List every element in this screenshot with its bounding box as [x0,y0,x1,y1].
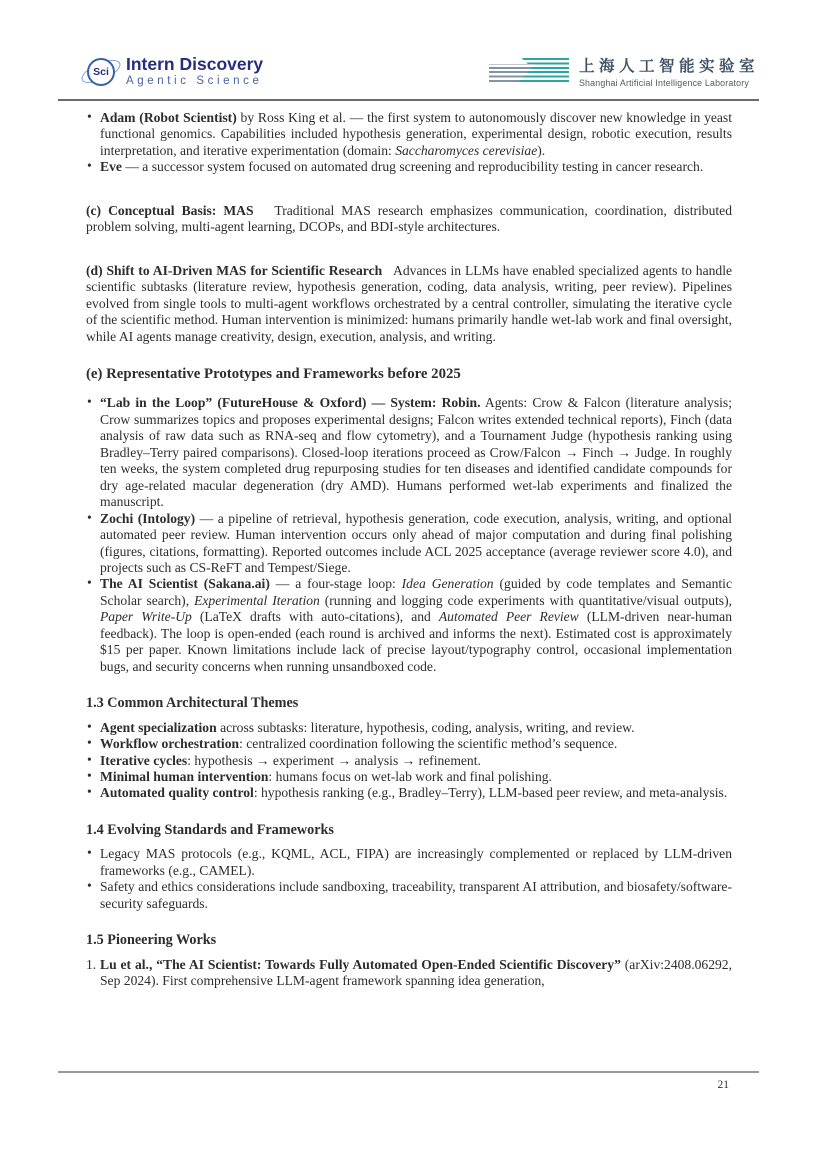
text-run: Agent specialization [100,719,217,735]
lab-stripes-icon [489,58,569,85]
text-run: Iterative cycles [100,752,188,768]
list-prototypes [86,395,732,675]
text-run: Experimental Iteration [194,592,320,608]
text-run: (running and logging code experiments with quantitative/visual outputs), [319,592,732,608]
text-run: Traditional MAS research emphasizes communication, coordination, distributed problem solving, multi-agent learning, DCOPs, and BDI-style architectures. [86,202,732,235]
text-run: Minimal human intervention [100,768,269,784]
text-run: Adam (Robot Scientist) [100,110,237,125]
text-run: Saccharomyces cerevisiae [395,142,538,158]
text-run: : centralized coordination following the scientific method’s sequence. [239,736,618,752]
text-run: Workflow orchestration [100,736,240,752]
intern-discovery-logo [84,54,263,89]
list-item [86,159,732,175]
list-item [86,720,732,736]
heading-e-prototypes: (e) Representative Prototypes and Frameworks before 2025 [86,365,461,382]
text-run: The AI Scientist (Sakana.ai) [100,576,270,592]
text-run: Agents: Crow & Falcon (literature analysis; Crow summarizes topics and proposes experimental designs; Falcon writes extended technical reports), Finch (data analysis of raw data such as RNA-seq and flow cytometry), and a Tournament Judge (hypothesis ranking using Bradley–Terry paired comparisons). Closed-loop iterations proceed as Crow/Falcon → Finch → Judge. In roughly ten weeks, the system completed drug repurposing studies for ten diseases and identified candidate compounds for dry age-related macular degeneration (dry AMD). Humans performed wet-lab experiments and finalized the manuscript. [100,395,732,510]
list-item [86,511,732,577]
lab-title-cn: 上海人工智能实验室 [578,58,759,75]
text-run: — a successor system focused on automated drug screening and reproducibility testing in cancer research. [121,159,704,175]
text-run: across subtasks: literature, hypothesis, coding, analysis, writing, and review. [216,719,635,735]
item-text [100,957,732,988]
text-run: by Ross King et al. — the first system to autonomously discover new knowledge in yeast functional genomics. Capabilities included hypothesis generation, experimental design, robotic execution, results interpretation, and iterative experimentation (domain: [100,110,732,158]
paragraph-d-shift-to-ai-mas [86,263,732,345]
header-divider [58,99,759,101]
heading-1-3-architectural-themes: 1.3 Common Architectural Themes [86,695,299,712]
footer-divider [58,1071,759,1091]
list-standards [86,846,732,912]
text-run: Safety and ethics considerations include sandboxing, traceability, transparent AI attribution, and biosafety/software-security safeguards. [100,879,732,911]
list-item [86,395,732,510]
text-run: (LLM-driven near-human feedback). The loop is open-ended (each round is archived and informs the next). Estimated cost is approximately $15 per paper. Known limitations include lack of precise layout/typography control, occasional implementation bugs, and security concerns when running unsandboxed code. [100,609,732,674]
page-header [58,48,759,94]
text-run: Paper Write-Up [100,609,192,625]
list-item [86,785,732,801]
text-run: Zochi (Intology) [100,510,196,526]
text-run: “Lab in the Loop” (FutureHouse & Oxford) — System: Robin. [100,395,481,411]
sci-badge: Sci [87,58,115,86]
text-run: (c) Conceptual Basis: MAS [86,202,254,218]
heading-1-5-pioneering-works: 1.5 Pioneering Works [86,932,217,949]
list-item [86,110,732,159]
page-number: 21 [717,1079,729,1091]
text-run: : hypothesis → experiment → analysis → refinement. [187,752,481,768]
list-robot-scientists [86,110,732,176]
document-body [86,110,732,989]
text-run: (LaTeX drafts with auto-citations), and [191,609,439,625]
shanghai-ai-lab-logo [489,54,759,88]
list-pioneering-works [86,957,732,990]
text-run: (d) Shift to AI-Driven MAS for Scientific Research [86,262,383,278]
text-run: Lu et al., “The AI Scientist: Towards Fully Automated Open-Ended Scientific Discovery” [100,956,621,972]
list-item [86,576,732,675]
brand-title: Intern Discovery [126,53,264,74]
lab-subtitle-en: Shanghai Artificial Intelligence Laboratory [578,78,749,88]
text-run: (guided by code templates and Semantic Scholar search), [100,576,732,608]
brand-text [126,54,263,89]
text-run: Automated Peer Review [438,609,579,625]
list-item [86,769,732,785]
list-architectural-themes [86,720,732,802]
text-run: (arXiv:2408.06292, Sep 2024). First comprehensive LLM-agent framework spanning idea generation, [100,956,733,989]
list-item [86,846,732,879]
list-item [86,957,732,990]
list-item [86,879,732,912]
text-run: Advances in LLMs have enabled specialized agents to handle scientific subtasks (literature review, hypothesis generation, coding, data analysis, writing, peer review). Pipelines evolved from single tools to multi-agent workflows orchestrated by a central controller, simulating the iterative cycle of the scientific method. Human intervention is minimized: humans primarily handle wet-lab work and final oversight, while AI agents manage creativity, design, execution, analysis, and writing. [86,262,733,344]
text-run: — a four-stage loop: [269,576,402,592]
list-item [86,753,732,769]
lab-text [579,54,759,88]
text-run: : humans focus on wet-lab work and final polishing. [268,768,552,784]
list-item [86,736,732,752]
heading-1-4-standards-frameworks: 1.4 Evolving Standards and Frameworks [86,821,334,838]
text-run: Idea Generation [401,576,494,592]
text-run: Eve [100,159,122,175]
text-run: ). [537,142,546,158]
text-run: Legacy MAS protocols (e.g., KQML, ACL, FIPA) are increasingly complemented or replaced by LLM-driven frameworks (e.g., CAMEL). [100,846,732,878]
item-number: 1. [86,956,97,972]
sci-orbit-icon [84,55,116,87]
text-run: : hypothesis ranking (e.g., Bradley–Terry), LLM-based peer review, and meta-analysis. [253,785,728,801]
brand-subtitle: Agentic Science [126,74,263,87]
text-run: Automated quality control [100,785,254,801]
paragraph-c-conceptual-basis [86,203,732,236]
text-run: — a pipeline of retrieval, hypothesis generation, code execution, analysis, writing, and optional automated peer review. Human intervention occurs only ahead of major computation and during final polishing (figures, citations, formatting). Reported outcomes include ACL 2025 acceptance (average reviewer score 4.0), and projects such as CS-ReFT and Tempest/Siege. [100,510,732,575]
